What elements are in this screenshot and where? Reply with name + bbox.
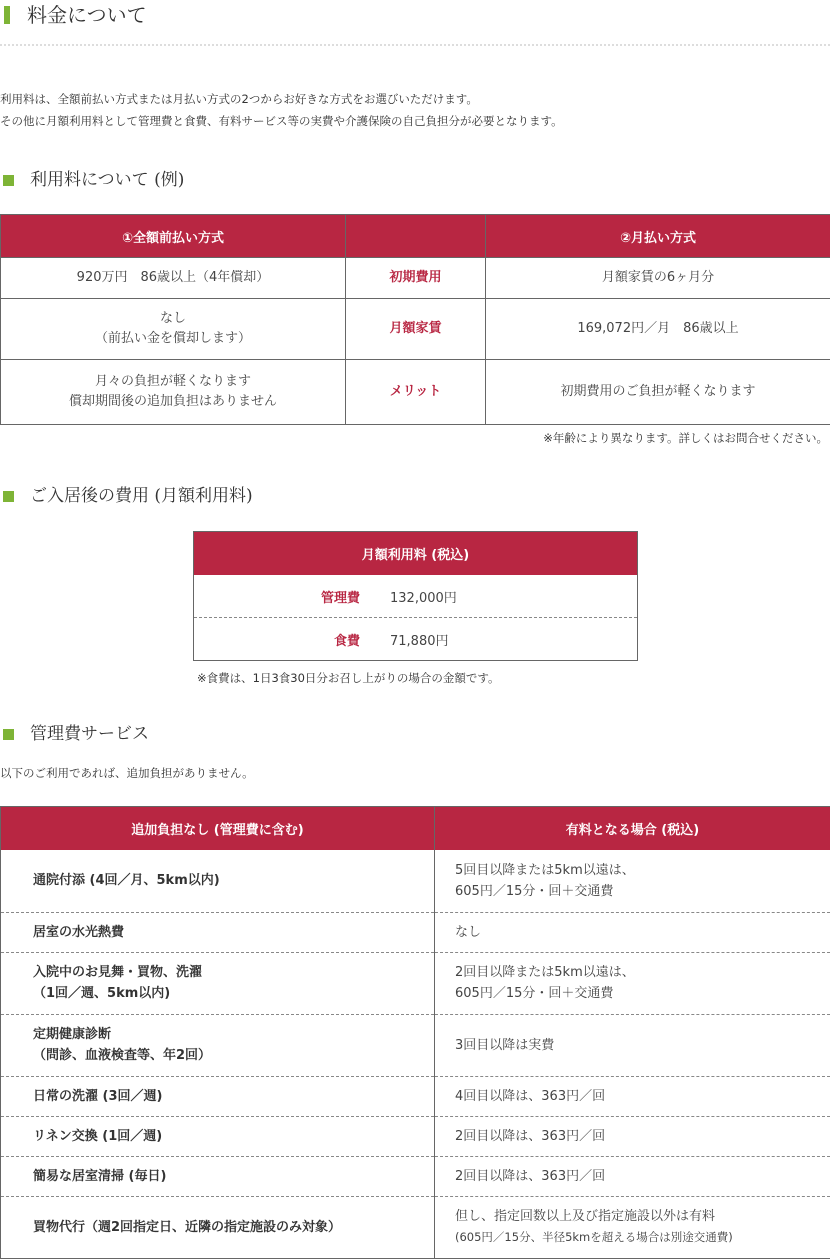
monthly-fee-table	[193, 531, 638, 661]
cell-text: 2回目以降または5km以遠は、	[455, 962, 829, 983]
table-cell	[1, 299, 346, 360]
table-cell	[435, 1196, 830, 1258]
table-header-row	[1, 215, 830, 258]
services-table	[0, 806, 830, 1259]
cell-text: (605円／15分、半径5kmを超える場合は別途交通費)	[455, 1227, 829, 1248]
intro-line: その他に月額利用料として管理費と食費、有料サービス等の実費や介護保険の自己負担分が必要となります。	[0, 110, 830, 132]
column-header: 追加負担なし (管理費に含む)	[1, 807, 435, 851]
cell-text: 償却期間後の追加負担はありません	[2, 392, 344, 412]
fee-comparison-table	[0, 214, 830, 425]
table-cell	[435, 952, 830, 1014]
table-row	[1, 952, 830, 1014]
column-header: ①全額前払い方式	[1, 215, 346, 258]
title-accent-bar	[4, 6, 10, 24]
table-cell	[194, 575, 638, 618]
table-cell: リネン交換 (1回／週)	[1, 1116, 435, 1156]
section-heading-services	[0, 722, 830, 748]
cell-text: 5回目以降または5km以遠は、	[455, 860, 829, 881]
row-value: 71,880円	[390, 634, 449, 649]
table-cell	[1, 952, 435, 1014]
cell-text: 入院中のお見舞・買物、洗濯	[33, 962, 433, 983]
cell-text: 但し、指定回数以上及び指定施設以外は有料	[455, 1206, 829, 1227]
footnote: ※年齢により異なります。詳しくはお問合せください。	[543, 430, 828, 446]
row-label: 初期費用	[346, 258, 486, 299]
table-row	[1, 1116, 830, 1156]
table-row	[1, 258, 830, 299]
cell-text: 920万円 86歳以上（4年償却）	[77, 270, 270, 285]
table-row	[194, 618, 638, 661]
footnote: ※食費は、1日3食30日分お召し上がりの場合の金額です。	[197, 670, 499, 686]
cell-text: 定期健康診断	[33, 1024, 433, 1045]
table-cell: 通院付添 (4回／月、5km以内)	[1, 850, 435, 912]
cell-text: （1回／週、5km以内)	[33, 983, 433, 1004]
table-cell: 2回目以降は、363円／回	[435, 1156, 830, 1196]
row-label: 管理費	[195, 587, 390, 606]
section-title: ご入居後の費用 (月額利用料)	[30, 484, 253, 508]
section-heading-fees	[0, 168, 830, 194]
square-bullet-icon	[3, 491, 14, 502]
column-header	[346, 215, 486, 258]
table-row	[1, 299, 830, 360]
square-bullet-icon	[3, 729, 14, 740]
table-row	[194, 575, 638, 618]
row-label: メリット	[346, 360, 486, 425]
table-cell: 169,072円／月 86歳以上	[486, 299, 830, 360]
table-cell	[1, 258, 346, 299]
row-label: 月額家賃	[346, 299, 486, 360]
table-row	[1, 912, 830, 952]
table-cell: 3回目以降は実費	[435, 1014, 830, 1076]
table-cell: なし	[435, 912, 830, 952]
table-header-row	[194, 532, 638, 576]
table-cell: 日常の洗濯 (3回／週)	[1, 1076, 435, 1116]
table-cell	[1, 1014, 435, 1076]
table-cell: 初期費用のご負担が軽くなります	[486, 360, 830, 425]
section-heading-monthly	[0, 484, 830, 510]
table-cell: 簡易な居室清掃 (毎日)	[1, 1156, 435, 1196]
table-cell: 2回目以降は、363円／回	[435, 1116, 830, 1156]
table-row	[1, 1196, 830, 1258]
section-title: 管理費サービス	[30, 722, 149, 746]
table-row	[1, 1014, 830, 1076]
table-cell	[194, 618, 638, 661]
column-header: ②月払い方式	[486, 215, 830, 258]
cell-text: 605円／15分・回＋交通費	[455, 983, 829, 1004]
title-divider	[0, 44, 830, 46]
cell-text: 月々の負担が軽くなります	[2, 372, 344, 392]
table-cell	[1, 360, 346, 425]
row-label: 食費	[195, 630, 390, 649]
section-lead: 以下のご利用であれば、追加負担がありません。	[0, 765, 254, 781]
cell-text: （前払い金を償却します）	[2, 329, 344, 349]
row-value: 132,000円	[390, 591, 457, 606]
table-header-row	[1, 807, 830, 851]
section-title: 利用料について (例)	[30, 168, 184, 192]
column-header: 月額利用料 (税込)	[194, 532, 638, 576]
cell-text: （問診、血液検査等、年2回）	[33, 1045, 433, 1066]
column-header: 有料となる場合 (税込)	[435, 807, 830, 851]
cell-text: 605円／15分・回＋交通費	[455, 881, 829, 902]
table-cell: 居室の水光熱費	[1, 912, 435, 952]
cell-text: なし	[2, 309, 344, 329]
table-cell: 買物代行（週2回指定日、近隣の指定施設のみ対象）	[1, 1196, 435, 1258]
table-cell	[435, 850, 830, 912]
table-row	[1, 1076, 830, 1116]
table-row	[1, 360, 830, 425]
table-row	[1, 850, 830, 912]
intro-text	[0, 88, 830, 132]
square-bullet-icon	[3, 175, 14, 186]
page-title: 料金について	[27, 3, 147, 27]
intro-line: 利用料は、全額前払い方式または月払い方式の2つからお好きな方式をお選びいただけます。	[0, 88, 830, 110]
table-row	[1, 1156, 830, 1196]
table-cell: 4回目以降は、363円／回	[435, 1076, 830, 1116]
table-cell: 月額家賃の6ヶ月分	[486, 258, 830, 299]
